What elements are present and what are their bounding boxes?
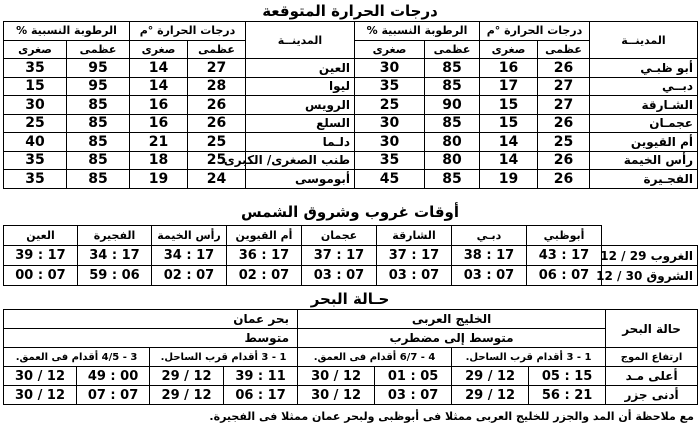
wave-height: 1 - 3 أقدام قرب الساحل.: [452, 348, 606, 367]
sunset-label: الغروب 29 / 12: [602, 246, 698, 266]
low-tide-label: أدنى جزر: [606, 386, 698, 405]
wave-height: 3 - 4/5 أقدام فى العمق.: [4, 348, 150, 367]
humidity-max: 95: [67, 59, 130, 78]
high-tide-label: أعلى مـد: [606, 367, 698, 386]
low-tide-row: [4, 386, 698, 405]
temp-min: 18: [130, 151, 188, 170]
temp-max: 24: [188, 170, 246, 189]
table-row: [4, 170, 698, 189]
city-name: رأس الخيمة: [590, 151, 698, 170]
sea-title: حـالة البحر: [310, 290, 390, 308]
humidity-min: 40: [4, 133, 67, 152]
sunset-time: 17 : 37: [302, 246, 377, 266]
humidity-min: 25: [355, 96, 425, 115]
humidity-max: 85: [67, 151, 130, 170]
temp-max: 25: [538, 133, 590, 152]
temp-max: 26: [538, 59, 590, 78]
sun-city: الفجيرة: [78, 226, 152, 246]
sun-city: رأس الخيمة: [152, 226, 227, 246]
tide-value: 11 : 39: [224, 367, 298, 386]
high-tide-row: [4, 367, 698, 386]
tide-value: 12 / 30: [4, 367, 77, 386]
sunrise-time: 07 : 03: [302, 266, 377, 286]
humidity-max: 85: [67, 96, 130, 115]
sunrise-time: 07 : 02: [152, 266, 227, 286]
tide-value: 12 / 30: [298, 386, 375, 405]
tide-value: 21 : 56: [529, 386, 606, 405]
oman-state: متوسط: [4, 329, 298, 348]
sunset-time: 17 : 43: [527, 246, 602, 266]
humidity-max: 85: [67, 133, 130, 152]
max-header: عظمى: [67, 40, 130, 59]
city-name: الشـارقة: [590, 96, 698, 115]
gulf-title: الخليج العربى: [298, 310, 606, 329]
max-header: عظمى: [425, 40, 480, 59]
sun-city: الشارقة: [377, 226, 452, 246]
humidity-max: 95: [67, 77, 130, 96]
temp-min: 14: [480, 151, 538, 170]
temp-min: 14: [480, 133, 538, 152]
sunrise-time: 07 : 06: [527, 266, 602, 286]
tide-value: 12 / 30: [298, 367, 375, 386]
max-header: عظمى: [188, 40, 246, 59]
tide-value: 12 / 30: [4, 386, 77, 405]
table-row: [4, 59, 698, 78]
tide-value: 07 : 07: [77, 386, 150, 405]
tide-value: 00 : 49: [77, 367, 150, 386]
table-row: [4, 77, 698, 96]
humidity-max: 80: [425, 151, 480, 170]
sun-city: عجمان: [302, 226, 377, 246]
city-name: دلـما: [246, 133, 355, 152]
temp-min: 15: [480, 96, 538, 115]
sun-city: أبوظبي: [527, 226, 602, 246]
temperature-title: درجات الحرارة المتوقعة: [262, 2, 438, 20]
sunrise-time: 07 : 03: [452, 266, 527, 286]
temp-max: 25: [188, 133, 246, 152]
tide-value: 15 : 05: [529, 367, 606, 386]
humidity-min: 30: [355, 114, 425, 133]
sun-city: أم القيوين: [227, 226, 302, 246]
temp-max: 26: [188, 96, 246, 115]
humidity-max: 90: [425, 96, 480, 115]
table-row: [4, 96, 698, 115]
sunrise-label: الشروق 30 / 12: [602, 266, 698, 286]
city-name: الفجـيرة: [590, 170, 698, 189]
tide-note: مع ملاحظة أن المد والجزر للخليج العربى ممثلا فى أبوظبى ولبحر عمان ممثلا فى الفجيرة.: [209, 410, 694, 423]
city-name: ليوا: [246, 77, 355, 96]
city-name: أبوموسى: [246, 170, 355, 189]
max-header: عظمى: [538, 40, 590, 59]
tide-value: 12 / 29: [452, 367, 529, 386]
temp-max: 26: [538, 114, 590, 133]
humidity-min: 45: [355, 170, 425, 189]
temp-header-right: درجات الحرارة °م: [480, 22, 590, 41]
table-row: [4, 151, 698, 170]
humidity-header-right: الرطوبة النسبية %: [355, 22, 480, 41]
tide-value: 05 : 01: [375, 367, 452, 386]
sun-title: أوقات غروب وشروق الشمس: [240, 203, 460, 221]
temperature-table: [3, 21, 698, 189]
temp-min: 16: [130, 96, 188, 115]
humidity-header-left: الرطوبة النسبية %: [4, 22, 130, 41]
temp-max: 27: [538, 77, 590, 96]
sunset-row: [4, 246, 698, 266]
humidity-min: 35: [355, 151, 425, 170]
city-name: أبو ظبـي: [590, 59, 698, 78]
temp-max: 25: [188, 151, 246, 170]
sun-city: العين: [4, 226, 78, 246]
sunset-time: 17 : 39: [4, 246, 78, 266]
sunset-time: 17 : 37: [377, 246, 452, 266]
temp-min: 16: [130, 114, 188, 133]
min-header: صغرى: [480, 40, 538, 59]
humidity-max: 85: [425, 170, 480, 189]
humidity-min: 25: [4, 114, 67, 133]
city-name: دبــي: [590, 77, 698, 96]
min-header: صغرى: [130, 40, 188, 59]
tide-value: 12 / 29: [150, 386, 224, 405]
sunrise-time: 07 : 03: [377, 266, 452, 286]
city-name: الرويس: [246, 96, 355, 115]
humidity-max: 85: [425, 114, 480, 133]
humidity-max: 85: [425, 77, 480, 96]
sunrise-time: 07 : 00: [4, 266, 78, 286]
sea-state-label: حالة البحر: [606, 310, 698, 348]
wave-label: ارتفاع الموج: [606, 348, 698, 367]
humidity-min: 30: [4, 96, 67, 115]
gulf-state: متوسط إلى مضطرب: [298, 329, 606, 348]
oman-title: بحر عمان: [4, 310, 298, 329]
wave-height: 4 - 6/7 أقدام فى العمق.: [298, 348, 452, 367]
humidity-max: 80: [425, 133, 480, 152]
sunset-time: 17 : 38: [452, 246, 527, 266]
min-header: صغرى: [4, 40, 67, 59]
humidity-min: 15: [4, 77, 67, 96]
temp-min: 16: [480, 59, 538, 78]
sunset-time: 17 : 36: [227, 246, 302, 266]
humidity-min: 30: [355, 59, 425, 78]
min-header: صغرى: [355, 40, 425, 59]
table-row: [4, 133, 698, 152]
temp-max: 28: [188, 77, 246, 96]
humidity-max: 85: [425, 59, 480, 78]
sunset-time: 17 : 34: [152, 246, 227, 266]
temp-min: 14: [130, 59, 188, 78]
temp-min: 19: [130, 170, 188, 189]
sunrise-time: 07 : 02: [227, 266, 302, 286]
tide-value: 12 / 29: [150, 367, 224, 386]
temp-min: 15: [480, 114, 538, 133]
temp-min: 14: [130, 77, 188, 96]
temp-max: 26: [538, 151, 590, 170]
temp-min: 21: [130, 133, 188, 152]
tide-value: 12 / 29: [452, 386, 529, 405]
humidity-min: 35: [4, 59, 67, 78]
sunrise-row: [4, 266, 698, 286]
humidity-min: 35: [4, 151, 67, 170]
city-name: طنب الصغرى/ الكبرى: [246, 151, 355, 170]
city-header-left: المدينــة: [246, 22, 355, 59]
wave-height: 1 - 3 أقدام قرب الساحل.: [150, 348, 298, 367]
city-name: عجمـان: [590, 114, 698, 133]
sunrise-time: 06 : 59: [78, 266, 152, 286]
humidity-min: 30: [355, 133, 425, 152]
humidity-max: 85: [67, 114, 130, 133]
humidity-min: 35: [355, 77, 425, 96]
temp-max: 26: [538, 170, 590, 189]
sunset-time: 17 : 34: [78, 246, 152, 266]
corner-cell: [602, 226, 698, 246]
table-row: [4, 114, 698, 133]
city-header-right: المدينــة: [590, 22, 698, 59]
city-name: العين: [246, 59, 355, 78]
tide-value: 17 : 06: [224, 386, 298, 405]
sun-city: دبـي: [452, 226, 527, 246]
city-name: السلع: [246, 114, 355, 133]
tide-value: 07 : 03: [375, 386, 452, 405]
humidity-min: 35: [4, 170, 67, 189]
sun-table: [3, 225, 698, 286]
temp-max: 26: [188, 114, 246, 133]
city-name: أم القيوين: [590, 133, 698, 152]
temp-min: 17: [480, 77, 538, 96]
temp-min: 19: [480, 170, 538, 189]
temp-max: 27: [538, 96, 590, 115]
humidity-max: 85: [67, 170, 130, 189]
temp-header-left: درجات الحرارة °م: [130, 22, 246, 41]
sea-table: [3, 309, 698, 405]
temp-max: 27: [188, 59, 246, 78]
